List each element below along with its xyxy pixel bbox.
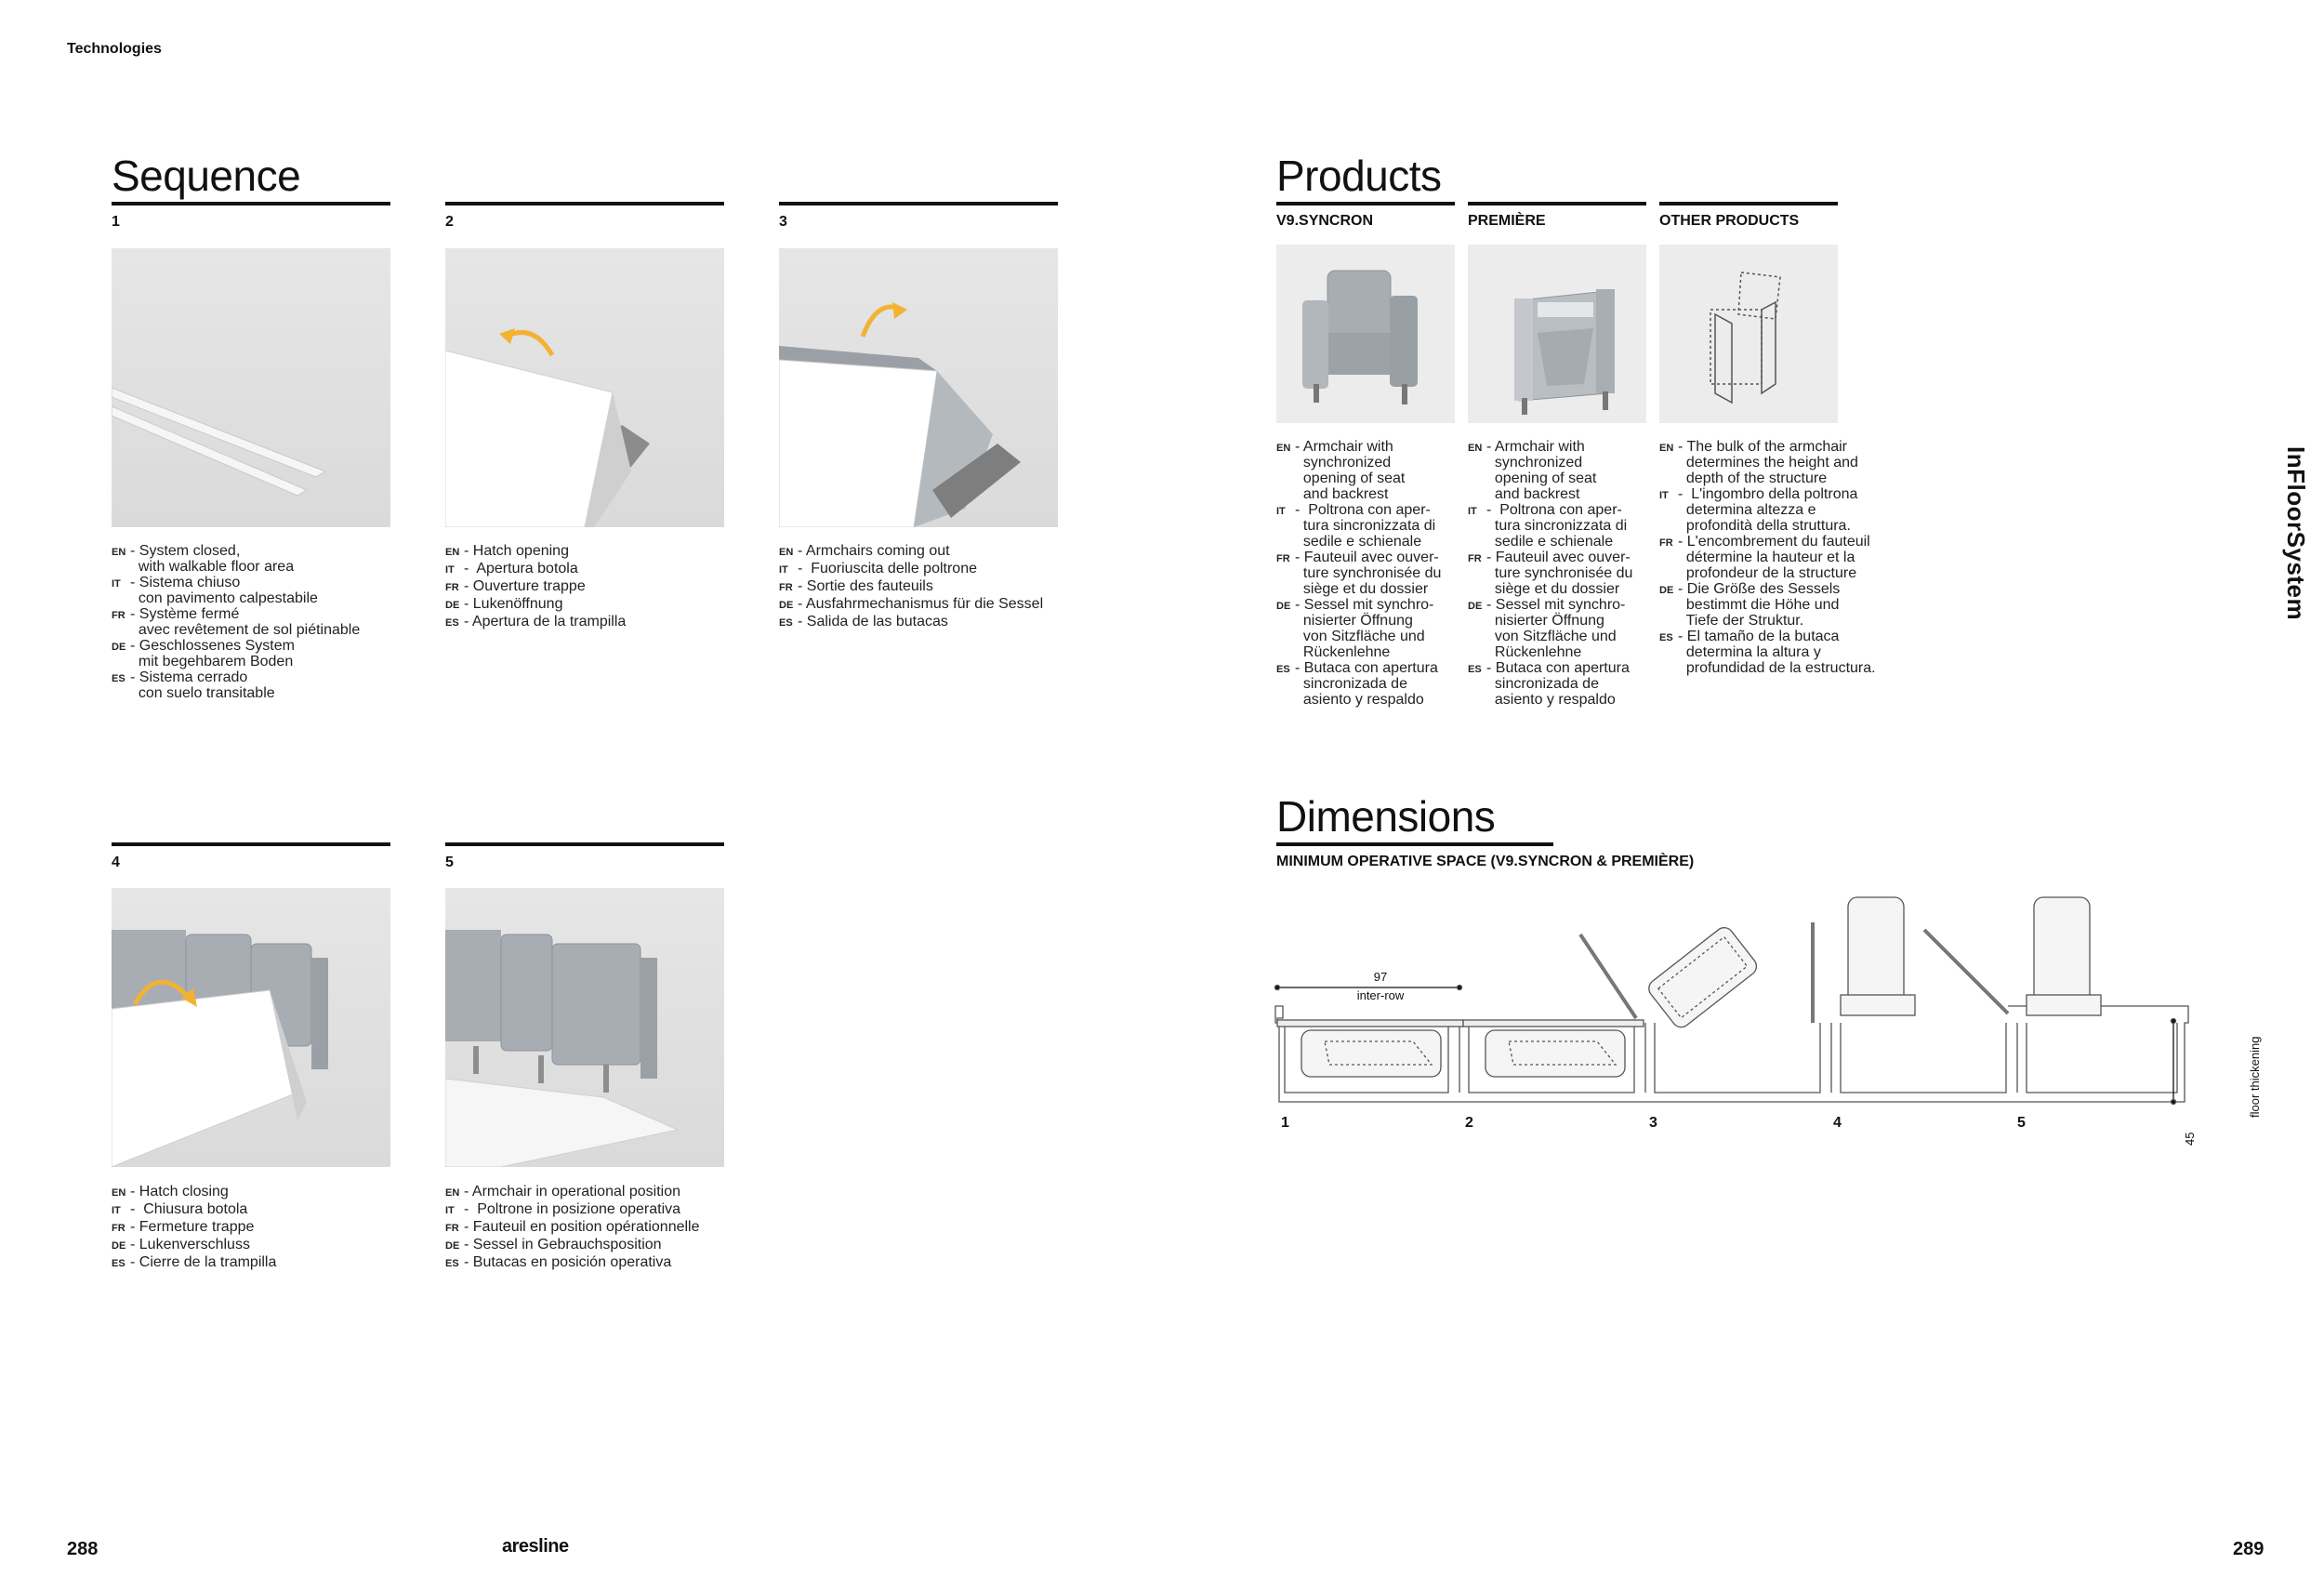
- step-2-caption: EN - Hatch opening IT - Apertura botola FR - Ouverture trappe DE - Lukenöffnung ES - Apertura de la trampilla: [445, 543, 627, 629]
- product-1-caption: EN - Armchair with synchronized opening of seat and backrest IT - Poltrona con aper- tura sincronizzata di sedile e schienale FR - Fauteuil avec ouver- ture synchronisée du siège et du dossier DE - Sessel mit synchro- nisierter Öffnung von Sitzfläche und Rückenlehne ES - Butaca con apertura sincronizada de asiento y respaldo: [1276, 439, 1442, 708]
- diagram-step-number: 1: [1281, 1115, 1289, 1131]
- divider: [445, 202, 724, 205]
- diagram-step-number: 4: [1833, 1115, 1842, 1131]
- divider: [112, 842, 390, 846]
- floor-thickening-label: [2183, 1034, 2199, 1146]
- step-number: 1: [112, 214, 120, 230]
- products-title: Products: [1276, 152, 1442, 200]
- product-3-caption: EN - The bulk of the armchair determines the height and depth of the structure IT - L'ingombro della poltrona determina altezza e profondità della struttura. FR - L'encombrement du fauteuil détermine la hauteur et la profondeur de la structure DE - Die Größe des Sessels bestimmt die Höhe und Tiefe der Struktur. ES - El tamaño de la butaca determina la altura y profundidad de la estructura.: [1659, 439, 1876, 676]
- step-1-caption: EN - System closed, with walkable floor area IT - Sistema chiuso con pavimento calpestabile FR - Système fermé avec revêtement de sol piétinable DE - Geschlossenes System mit begehbarem Boden ES - Sistema cerrado con suelo transitable: [112, 543, 361, 701]
- floor-value: 45: [2183, 1132, 2197, 1146]
- brand-logo: aresline: [502, 1536, 569, 1557]
- dimensions-title: Dimensions: [1276, 792, 1496, 841]
- sequence-title: Sequence: [112, 152, 301, 200]
- step-2-photo: [445, 248, 724, 527]
- divider: [112, 202, 390, 205]
- divider: [1276, 202, 1455, 205]
- product-name: OTHER PRODUCTS: [1659, 213, 1800, 229]
- divider: [445, 842, 724, 846]
- step-5-photo: [445, 888, 724, 1167]
- divider: [1468, 202, 1646, 205]
- page-number-left: 288: [67, 1539, 99, 1559]
- step-number: 5: [445, 855, 454, 870]
- step-3-photo: [779, 248, 1058, 527]
- product-name: V9.SYNCRON: [1276, 213, 1374, 229]
- step-number: 2: [445, 214, 454, 230]
- interrow-label: inter-row: [1356, 988, 1405, 1002]
- dimension-diagram: [1274, 883, 2203, 1144]
- step-4-caption: EN - Hatch closing IT - Chiusura botola FR - Fermeture trappe DE - Lukenverschluss ES - Cierre de la trampilla: [112, 1184, 277, 1270]
- v9-syncron-image: [1276, 245, 1455, 423]
- step-1-photo: [112, 248, 390, 527]
- divider: [779, 202, 1058, 205]
- divider: [1659, 202, 1838, 205]
- page-number-right: 289: [2233, 1539, 2265, 1559]
- step-3-caption: EN - Armchairs coming out IT - Fuoriuscita delle poltrone FR - Sortie des fauteuils DE - Ausfahrmechanismus für die Sessel ES - Salida de las butacas: [779, 543, 1044, 629]
- diagram-step-number: 5: [2017, 1115, 2026, 1131]
- step-number: 4: [112, 855, 120, 870]
- section-header: Technologies: [67, 41, 162, 57]
- product-name: PREMIÈRE: [1468, 213, 1546, 229]
- interrow-value: 97: [1373, 970, 1388, 984]
- divider: [1276, 842, 1553, 846]
- dimensions-subtitle: MINIMUM OPERATIVE SPACE (V9.SYNCRON & PREMIÈRE): [1276, 854, 1695, 869]
- diagram-step-number: 3: [1649, 1115, 1657, 1131]
- step-5-caption: EN - Armchair in operational position IT - Poltrone in posizione operativa FR - Fauteuil en position opérationnelle DE - Sessel in Gebrauchsposition ES - Butacas en posición operativa: [445, 1184, 700, 1270]
- side-title: InFloorSystem: [2282, 446, 2310, 621]
- other-products-image: [1659, 245, 1838, 423]
- step-number: 3: [779, 214, 787, 230]
- premiere-image: [1468, 245, 1646, 423]
- diagram-step-number: 2: [1465, 1115, 1473, 1131]
- step-4-photo: [112, 888, 390, 1167]
- product-2-caption: EN - Armchair with synchronized opening of seat and backrest IT - Poltrona con aper- tura sincronizzata di sedile e schienale FR - Fauteuil avec ouver- ture synchronisée du siège et du dossier DE - Sessel mit synchro- nisierter Öffnung von Sitzfläche und Rückenlehne ES - Butaca con apertura sincronizada de asiento y respaldo: [1468, 439, 1633, 708]
- floor-thickening-text: floor thickening: [2248, 1036, 2262, 1118]
